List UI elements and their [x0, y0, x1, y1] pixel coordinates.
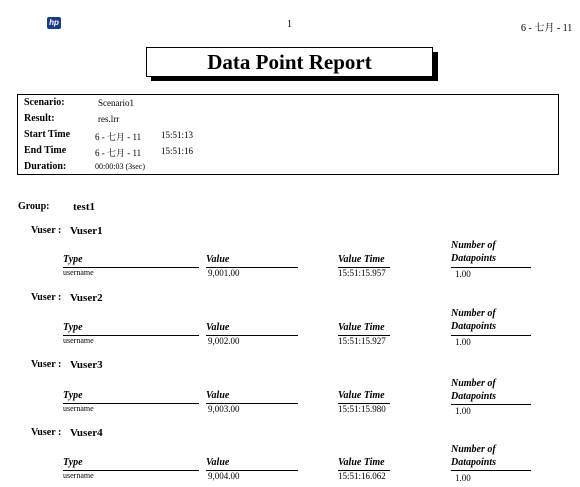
row-value: 9,001.00 — [208, 268, 240, 278]
row-time: 15:51:16.062 — [338, 471, 386, 481]
row-time: 15:51:15.927 — [338, 336, 386, 346]
result-value: res.lrr — [98, 114, 120, 124]
col-type: Type — [63, 254, 83, 265]
start-date-value: 6 - 七月 - 11 — [95, 132, 142, 142]
end-date-value: 6 - 七月 - 11 — [95, 148, 142, 158]
col-value-time: Value Time — [338, 457, 385, 468]
divider — [451, 470, 531, 471]
vuser-name: Vuser2 — [70, 292, 103, 304]
col-count-line1: Number of — [451, 308, 496, 319]
report-title: Data Point Report — [146, 47, 433, 77]
col-value: Value — [206, 457, 230, 468]
hp-logo-icon: hp — [47, 17, 61, 29]
vuser-name: Vuser3 — [70, 359, 103, 371]
divider — [451, 404, 531, 405]
row-count: 1.00 — [455, 406, 471, 416]
start-time-value: 15:51:13 — [161, 130, 194, 140]
group-label: Group: — [18, 201, 50, 212]
row-value: 9,002.00 — [208, 336, 240, 346]
vuser-label: Vuser : — [31, 292, 62, 303]
start-time-label: Start Time — [24, 129, 71, 140]
col-value: Value — [206, 322, 230, 333]
col-value-time: Value Time — [338, 254, 385, 265]
row-value: 9,004.00 — [208, 471, 240, 481]
row-type: username — [63, 268, 94, 277]
row-type: username — [63, 404, 94, 413]
row-time: 15:51:15.980 — [338, 404, 386, 414]
row-count: 1.00 — [455, 337, 471, 347]
col-value: Value — [206, 390, 230, 401]
col-type: Type — [63, 457, 83, 468]
end-time-value: 15:51:16 — [161, 146, 194, 156]
row-time: 15:51:15.957 — [338, 268, 386, 278]
col-value-time: Value Time — [338, 390, 385, 401]
vuser-name: Vuser4 — [70, 427, 103, 439]
row-type: username — [63, 471, 94, 480]
row-value: 9,003.00 — [208, 404, 240, 414]
row-count: 1.00 — [455, 473, 471, 483]
duration-label: Duration: — [24, 161, 67, 172]
col-value-time: Value Time — [338, 322, 385, 333]
header-date: 6 - 七月 - 11 — [521, 23, 573, 34]
scenario-value: Scenario1 — [98, 98, 134, 108]
page-number: 1 — [287, 19, 292, 30]
scenario-box — [17, 94, 559, 175]
duration-value: 00:00:03 (3sec) — [95, 162, 145, 171]
col-value: Value — [206, 254, 230, 265]
result-label: Result: — [24, 113, 55, 124]
col-type: Type — [63, 322, 83, 333]
col-count-line1: Number of — [451, 240, 496, 251]
col-count-line2: Datapoints — [451, 253, 497, 264]
col-count-line2: Datapoints — [451, 321, 497, 332]
vuser-label: Vuser : — [31, 225, 62, 236]
vuser-name: Vuser1 — [70, 225, 103, 237]
vuser-label: Vuser : — [31, 427, 62, 438]
vuser-label: Vuser : — [31, 359, 62, 370]
col-count-line2: Datapoints — [451, 457, 497, 468]
end-time-label: End Time — [24, 145, 67, 156]
divider — [451, 335, 531, 336]
col-count-line2: Datapoints — [451, 391, 497, 402]
row-type: username — [63, 336, 94, 345]
row-count: 1.00 — [455, 269, 471, 279]
col-count-line1: Number of — [451, 444, 496, 455]
scenario-label: Scenario: — [24, 97, 65, 108]
col-type: Type — [63, 390, 83, 401]
group-name: test1 — [73, 201, 95, 213]
col-count-line1: Number of — [451, 378, 496, 389]
divider — [451, 267, 531, 268]
